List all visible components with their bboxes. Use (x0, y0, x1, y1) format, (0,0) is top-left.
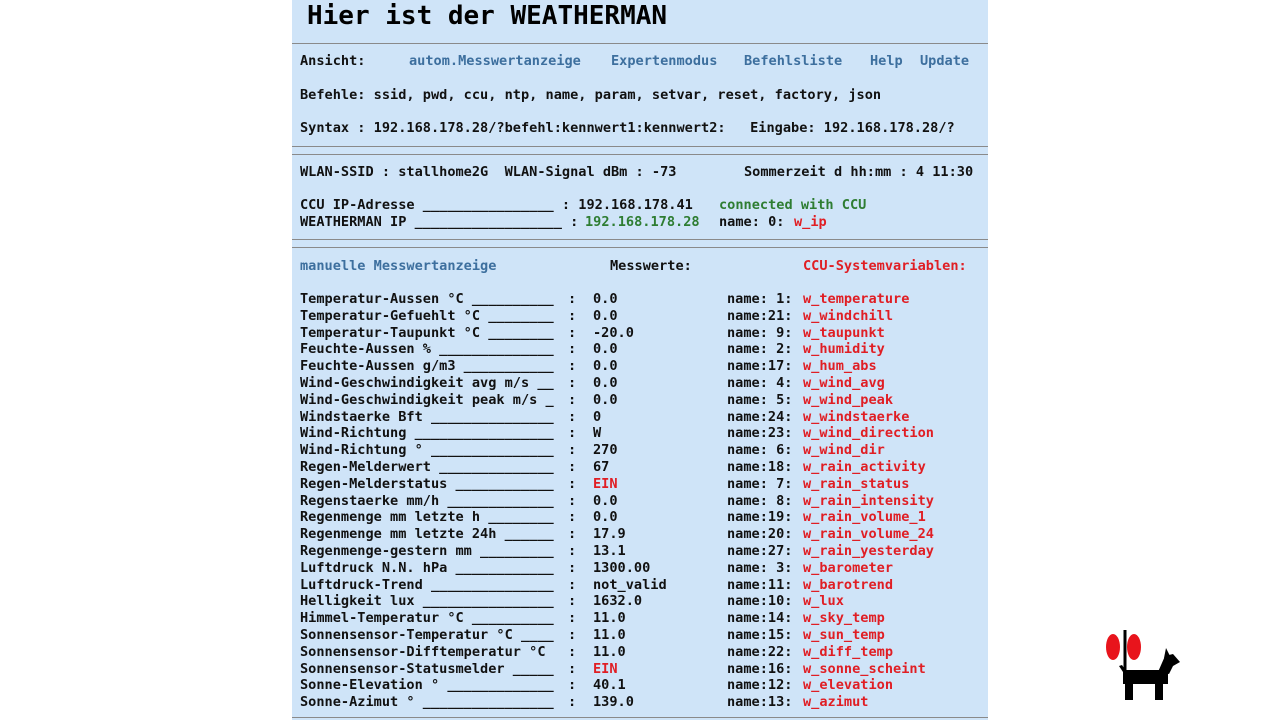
measurement-label: Temperatur-Gefuehlt °C ________ (300, 307, 554, 324)
measurement-value: 0.0 (593, 291, 618, 307)
weatherman-ip-value: 192.168.178.28 (585, 214, 700, 230)
variable-name-index: name: 7: (727, 475, 793, 492)
table-row (292, 392, 988, 409)
measurement-value: EIN (593, 660, 618, 677)
measurement-label: Regen-Melderwert ______________ (300, 459, 554, 475)
measurement-value: 0.0 (593, 509, 618, 526)
table-row (292, 677, 988, 694)
table-row (292, 325, 988, 342)
divider (292, 146, 988, 147)
row-separator: : (568, 643, 577, 660)
row-separator: : (568, 509, 577, 526)
table-row (292, 694, 988, 711)
measurement-value: 0.0 (593, 375, 618, 391)
divider (292, 43, 988, 44)
measurement-value: 1632.0 (593, 593, 643, 610)
variable-name-index: name:18: (727, 459, 793, 475)
variable-name-index: name:15: (727, 627, 793, 643)
variable-name-index: name: 5: (727, 391, 793, 408)
measurement-value: 0.0 (593, 391, 618, 408)
table-row (292, 358, 988, 375)
variable-name-index: name:16: (727, 660, 793, 677)
row-separator: : (568, 391, 577, 408)
page-title: Hier ist der WEATHERMAN (307, 1, 668, 31)
variable-name-index: name: 9: (727, 324, 793, 341)
row-separator: : (568, 341, 577, 358)
variable-name-index: name: 6: (727, 442, 793, 459)
ccu-variable-name: w_lux (803, 593, 844, 610)
ccu-variable-name: w_rain_volume_1 (803, 509, 926, 526)
measurement-label: Wind-Geschwindigkeit peak m/s _ (300, 391, 554, 408)
table-row (292, 560, 988, 577)
measurement-value: 11.0 (593, 627, 626, 643)
measurement-label: Temperatur-Taupunkt °C ________ (300, 324, 554, 341)
ccu-variable-name: w_sky_temp (803, 610, 885, 627)
ccu-variable-name: w_wind_direction (803, 425, 934, 442)
measurement-label: Helligkeit lux ________________ (300, 593, 554, 610)
variable-name-index: name:21: (727, 307, 793, 324)
measurement-label: Wind-Geschwindigkeit avg m/s __ (300, 375, 554, 391)
ccu-variable-name: w_azimut (803, 694, 869, 711)
row-separator: : (568, 375, 577, 391)
row-separator: : (568, 324, 577, 341)
weatherman-ip-label: WEATHERMAN IP __________________ : (300, 214, 579, 230)
ccu-variable-name: w_wind_avg (803, 375, 885, 391)
ccu-variable-name: w_wind_peak (803, 391, 894, 408)
ccu-variable-name: w_temperature (803, 291, 910, 307)
befehle-line: Befehle: ssid, pwd, ccu, ntp, name, param, setvar, reset, factory, json (300, 87, 882, 103)
link-help[interactable]: Help (870, 53, 903, 69)
measurement-value: 0.0 (593, 307, 618, 324)
table-row (292, 610, 988, 627)
ccu-connection-status: connected with CCU (719, 197, 867, 213)
measurement-label: Himmel-Temperatur °C __________ (300, 610, 554, 627)
variable-name-index: name: 1: (727, 291, 793, 307)
table-row (292, 493, 988, 510)
row-separator: : (568, 425, 577, 442)
row-separator: : (568, 576, 577, 593)
measurement-value: 11.0 (593, 610, 626, 627)
table-row (292, 291, 988, 308)
measurement-label: Regenmenge mm letzte 24h ______ (300, 526, 554, 543)
table-row (292, 644, 988, 661)
table-row (292, 577, 988, 594)
table-row (292, 425, 988, 442)
table-row (292, 593, 988, 610)
variable-name-index: name:14: (727, 610, 793, 627)
measurement-label: Regenmenge mm letzte h ________ (300, 509, 554, 526)
variable-name-index: name:27: (727, 543, 793, 559)
ccu-variable-name: w_elevation (803, 677, 894, 694)
variable-name-index: name:11: (727, 576, 793, 593)
table-row (292, 409, 988, 426)
row-separator: : (568, 475, 577, 492)
measurement-value: 13.1 (593, 543, 626, 559)
variable-name-index: name:10: (727, 593, 793, 610)
ccu-variable-name: w_barotrend (803, 576, 894, 593)
measurement-label: Sonnensensor-Difftemperatur °C (300, 643, 554, 660)
variable-name-index: name: 4: (727, 375, 793, 391)
measurement-label: Sonnensensor-Statusmelder _____ (300, 660, 554, 677)
row-separator: : (568, 526, 577, 543)
row-separator: : (568, 408, 577, 425)
table-row (292, 661, 988, 678)
measurement-value: 67 (593, 459, 610, 475)
link-manuelle-messwertanzeige[interactable]: manuelle Messwertanzeige (300, 258, 497, 274)
measurement-label: Windstaerke Bft _______________ (300, 408, 554, 425)
measurement-value: 0 (593, 408, 602, 425)
ccu-variable-name: w_rain_intensity (803, 492, 934, 509)
sommerzeit-info: Sommerzeit d hh:mm : 4 11:30 (744, 164, 974, 180)
ccu-variable-name: w_barometer (803, 559, 894, 576)
measurement-value: 40.1 (593, 677, 626, 694)
row-separator: : (568, 307, 577, 324)
measurement-value: 17.9 (593, 526, 626, 543)
measurement-label: Regenstaerke mm/h _____________ (300, 492, 554, 509)
measurement-value: 0.0 (593, 358, 618, 375)
table-row (292, 341, 988, 358)
row-separator: : (568, 442, 577, 459)
measurement-value: -20.0 (593, 324, 634, 341)
link-befehlsliste[interactable]: Befehlsliste (744, 53, 843, 69)
measurement-value: W (593, 425, 602, 442)
link-expertenmodus[interactable]: Expertenmodus (611, 53, 718, 69)
table-row (292, 459, 988, 476)
measurement-value: 11.0 (593, 643, 626, 660)
measurement-label: Regenmenge-gestern mm _________ (300, 543, 554, 559)
divider (292, 154, 988, 155)
ccu-variable-name: w_windstaerke (803, 408, 910, 425)
divider (292, 247, 988, 248)
ccu-variable-name: w_rain_yesterday (803, 543, 934, 559)
weatherman-panel (292, 0, 988, 720)
row-separator: : (568, 660, 577, 677)
measurement-label: Temperatur-Aussen °C __________ (300, 291, 554, 307)
row-separator: : (568, 543, 577, 559)
measurement-label: Sonnensensor-Temperatur °C ____ (300, 627, 554, 643)
table-row (292, 476, 988, 493)
variable-name-index: name: 3: (727, 559, 793, 576)
row-separator: : (568, 358, 577, 375)
ccu-variable-name: w_rain_volume_24 (803, 526, 934, 543)
messwerte-header: Messwerte: (610, 258, 692, 274)
divider (292, 717, 988, 718)
divider (292, 239, 988, 240)
measurement-label: Feuchte-Aussen % ______________ (300, 341, 554, 358)
measurement-label: Feuchte-Aussen g/m3 ___________ (300, 358, 554, 375)
ccu-variable-name: w_hum_abs (803, 358, 877, 375)
measurement-value: 0.0 (593, 341, 618, 358)
variable-name-index: name: 8: (727, 492, 793, 509)
measurement-value: not_valid (593, 576, 667, 593)
ccu-variable-name: w_sun_temp (803, 627, 885, 643)
row-separator: : (568, 492, 577, 509)
measurement-value: 1300.00 (593, 559, 651, 576)
link-update[interactable]: Update (920, 53, 970, 69)
ccu-variable-name: w_wind_dir (803, 442, 885, 459)
measurement-value: 0.0 (593, 492, 618, 509)
table-row (292, 543, 988, 560)
row-separator: : (568, 593, 577, 610)
variable-name-index: name:13: (727, 694, 793, 711)
row-separator: : (568, 459, 577, 475)
row-separator: : (568, 559, 577, 576)
table-row (292, 375, 988, 392)
ccu-systemvariablen-header: CCU-Systemvariablen: (803, 258, 967, 274)
variable-name-index: name:19: (727, 509, 793, 526)
measurement-label: Regen-Melderstatus ____________ (300, 475, 554, 492)
row-separator: : (568, 677, 577, 694)
weatherman-ip-name: name: 0: (719, 214, 785, 230)
ccu-variable-name: w_taupunkt (803, 324, 885, 341)
measurement-value: 270 (593, 442, 618, 459)
variable-name-index: name:12: (727, 677, 793, 694)
table-row (292, 627, 988, 644)
ccu-variable-name: w_diff_temp (803, 643, 894, 660)
row-separator: : (568, 291, 577, 307)
measurement-label: Sonne-Elevation ° _____________ (300, 677, 554, 694)
ccu-ip-line: CCU IP-Adresse ________________ : 192.168.178.41 (300, 197, 693, 213)
table-row (292, 526, 988, 543)
ccu-variable-name: w_humidity (803, 341, 885, 358)
table-row (292, 308, 988, 325)
table-row (292, 509, 988, 526)
measurement-label: Wind-Richtung ° _______________ (300, 442, 554, 459)
variable-name-index: name:24: (727, 408, 793, 425)
weatherman-ip-var: w_ip (794, 214, 827, 230)
wlan-info: WLAN-SSID : stallhome2G WLAN-Signal dBm : -73 (300, 164, 677, 180)
measurement-label: Wind-Richtung _________________ (300, 425, 554, 442)
variable-name-index: name:20: (727, 526, 793, 543)
measurement-label: Sonne-Azimut ° ________________ (300, 694, 554, 711)
weatherman-dog-logo-icon (1103, 630, 1183, 702)
measurement-value: 139.0 (593, 694, 634, 711)
syntax-line: Syntax : 192.168.178.28/?befehl:kennwert1:kennwert2: Eingabe: 192.168.178.28/? (300, 120, 955, 136)
row-separator: : (568, 610, 577, 627)
measurement-label: Luftdruck N.N. hPa ____________ (300, 559, 554, 576)
measurement-value: EIN (593, 475, 618, 492)
row-separator: : (568, 694, 577, 711)
ccu-variable-name: w_sonne_scheint (803, 660, 926, 677)
measurement-label: Luftdruck-Trend _______________ (300, 576, 554, 593)
variable-name-index: name: 2: (727, 341, 793, 358)
ccu-variable-name: w_rain_status (803, 475, 910, 492)
row-separator: : (568, 627, 577, 643)
table-row (292, 442, 988, 459)
variable-name-index: name:22: (727, 643, 793, 660)
variable-name-index: name:23: (727, 425, 793, 442)
ccu-variable-name: w_windchill (803, 307, 894, 324)
link-autom-messwertanzeige[interactable]: autom.Messwertanzeige (409, 53, 581, 69)
ansicht-label: Ansicht: (300, 53, 366, 69)
variable-name-index: name:17: (727, 358, 793, 375)
ccu-variable-name: w_rain_activity (803, 459, 926, 475)
